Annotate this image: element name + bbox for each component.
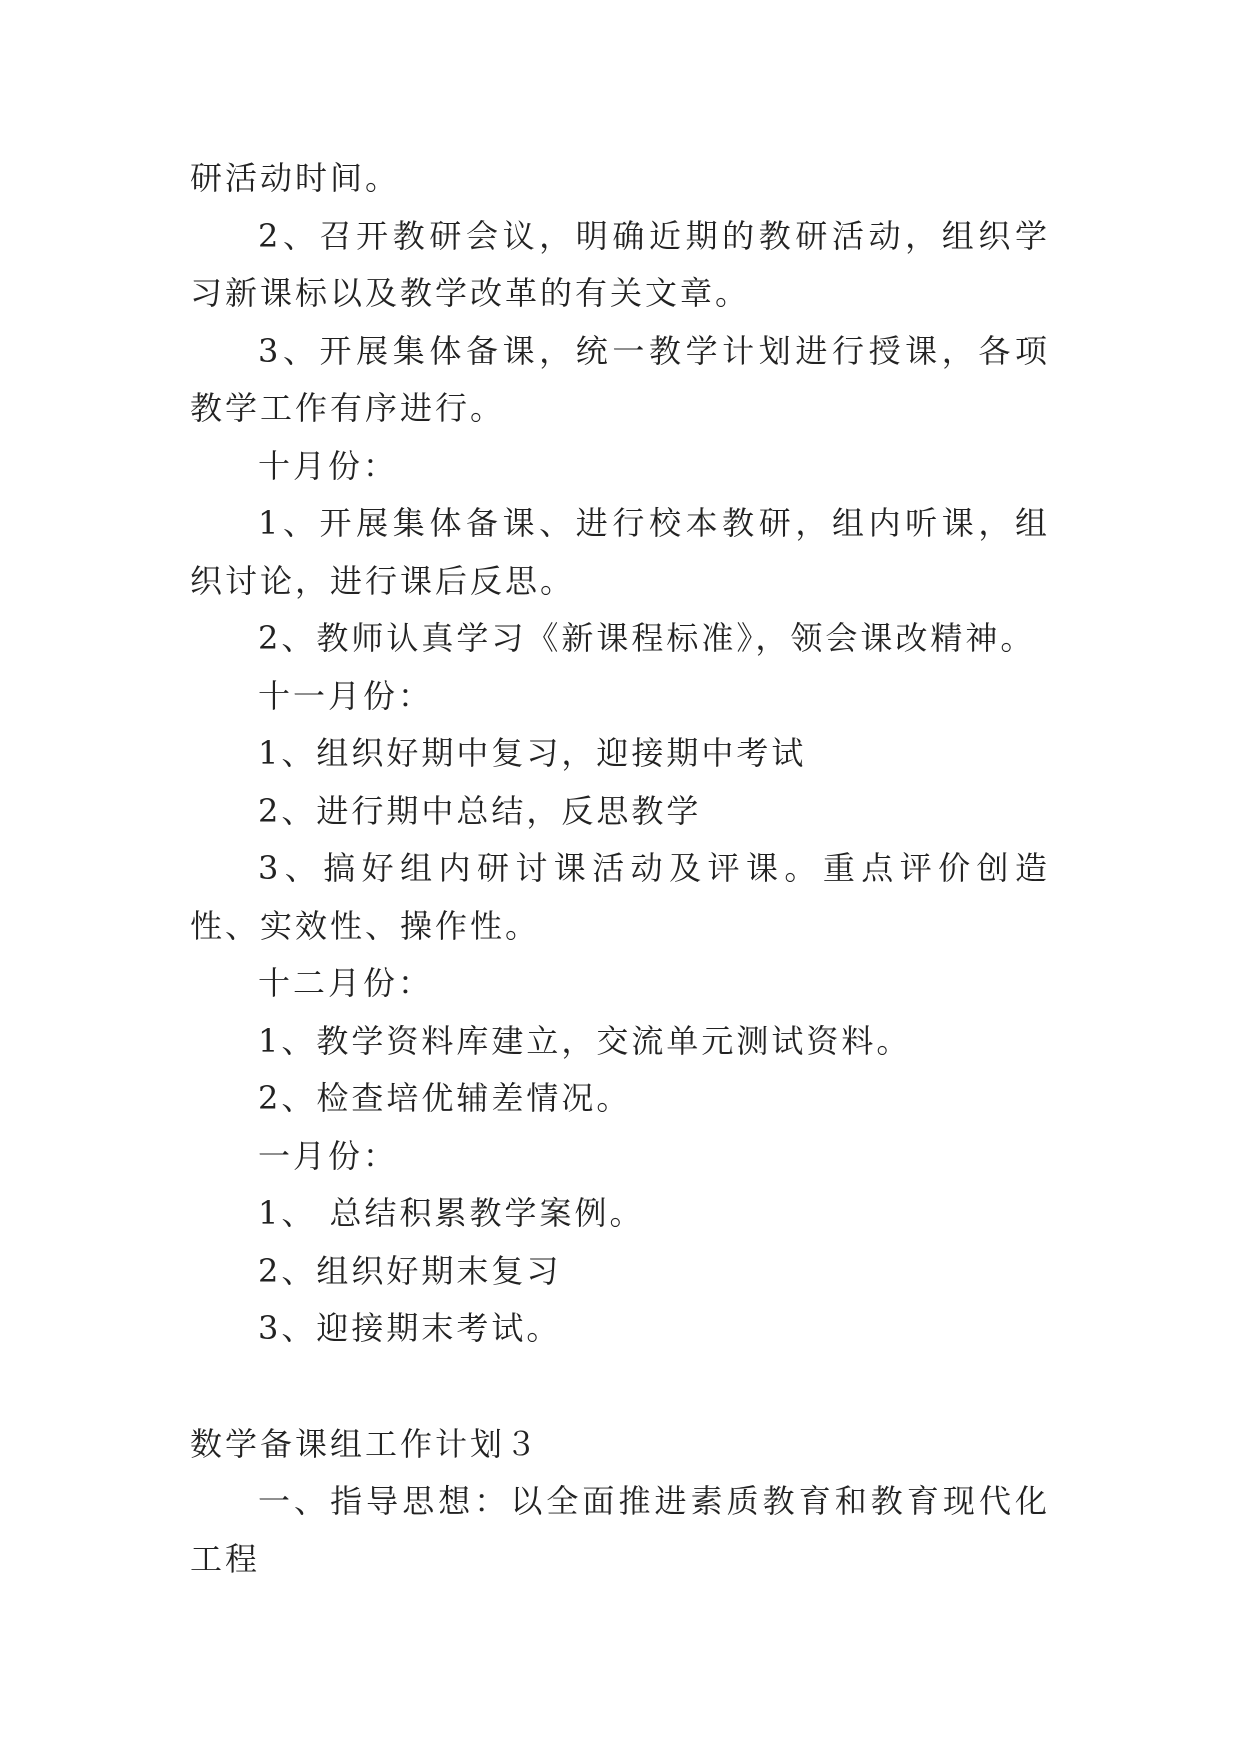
paragraph: 一、指导思想：以全面推进素质教育和教育现代化工程: [190, 1482, 1050, 1578]
paragraph: 3、搞好组内研讨课活动及评课。重点评价创造性、实效性、操作性。: [190, 849, 1050, 945]
paragraph: 3、迎接期末考试。: [258, 1309, 562, 1347]
month-heading-january: 一月份：: [258, 1136, 399, 1175]
paragraph: 1、组织好期中复习，迎接期中考试: [258, 734, 807, 772]
paragraph-continuation: 研活动时间。: [190, 159, 401, 197]
paragraph: 1、 总结积累教学案例。: [258, 1194, 645, 1232]
paragraph: 2、组织好期末复习: [258, 1251, 562, 1290]
paragraph: 3、开展集体备课，统一教学计划进行授课，各项教学工作有序进行。: [190, 331, 1050, 427]
month-heading-october: 十月份：: [258, 446, 399, 485]
section-title: 数学备课组工作计划３: [190, 1424, 541, 1463]
paragraph: 1、开展集体备课、进行校本教研，组内听课，组织讨论，进行课后反思。: [190, 504, 1050, 600]
month-heading-december: 十二月份：: [258, 964, 434, 1002]
month-heading-november: 十一月份：: [258, 676, 434, 715]
section-spacer: [190, 1358, 1050, 1416]
paragraph: 2、检查培优辅差情况。: [258, 1079, 632, 1117]
document-body: [190, 150, 1050, 1588]
paragraph: 2、召开教研会议，明确近期的教研活动，组织学习新课标以及教学改革的有关文章。: [190, 216, 1050, 312]
paragraph: 2、教师认真学习《新课程标准》，领会课改精神。: [258, 619, 1036, 657]
paragraph: 2、进行期中总结，反思教学: [258, 791, 702, 830]
paragraph: 1、教学资料库建立，交流单元测试资料。: [258, 1021, 912, 1060]
